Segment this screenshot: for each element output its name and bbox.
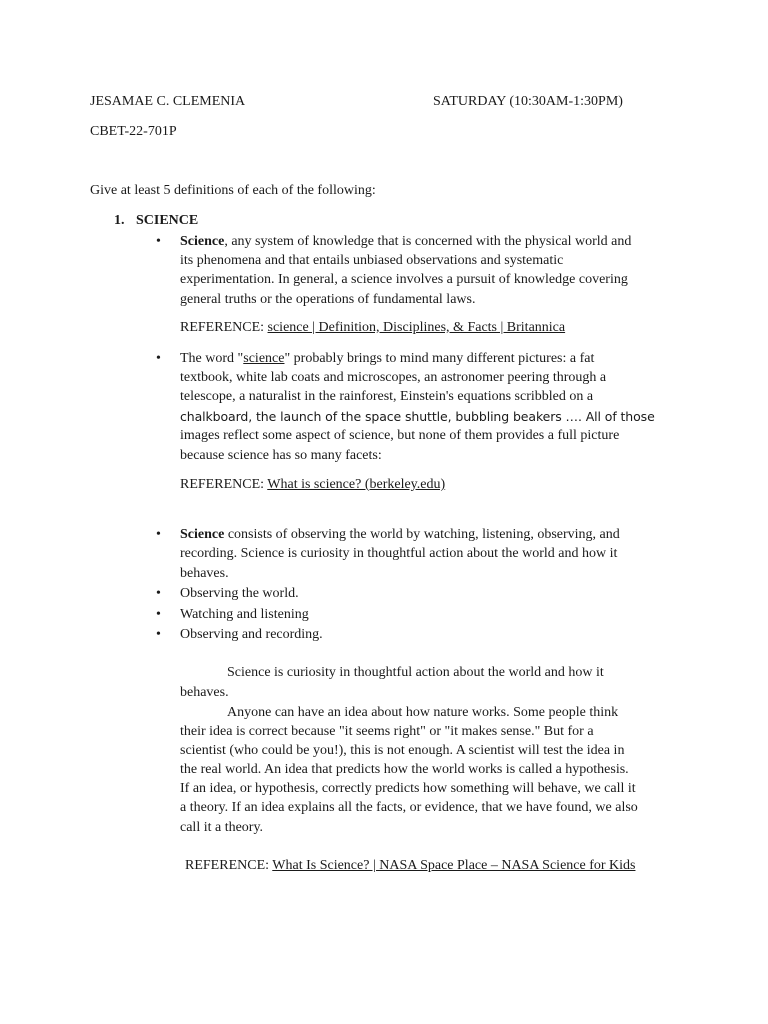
- def3-bold-term: Science: [180, 527, 225, 542]
- def2-post: " probably brings to mind many different pictures: a fat: [284, 351, 595, 366]
- para2-first-line: Anyone can have an idea about how nature works. Some people think: [227, 705, 619, 720]
- def2-sans-text: chalkboard, the launch of the space shuttle, bubbling beakers ….: [180, 409, 582, 424]
- para2-line: scientist (who could be you!), this is not enough. A scientist will test the idea in: [180, 743, 625, 758]
- def1-text: , any system of knowledge that is concerned with the physical world and: [224, 234, 632, 249]
- reference-label: REFERENCE:: [180, 320, 268, 335]
- def2-line-3: telescope, a naturalist in the rainforest, Einstein's equations scribbled on a: [180, 389, 594, 404]
- berkeley-link[interactable]: What is science? (berkeley.edu): [267, 477, 446, 492]
- def1-line-2: its phenomena and that entails unbiased observations and systematic: [180, 253, 564, 268]
- bullet-marker: •: [156, 527, 161, 542]
- section-number: 1.: [114, 213, 125, 228]
- instruction-text: Give at least 5 definitions of each of the following:: [90, 183, 376, 198]
- bullet-marker: •: [156, 351, 161, 366]
- def2-line-4: [180, 409, 655, 426]
- bullet-marker: •: [156, 627, 161, 642]
- def1-line-1: [180, 234, 631, 250]
- para2-line: their idea is correct because "it seems right" or "it makes sense." But for a: [180, 724, 594, 739]
- def2-sans-tail: All of those: [581, 409, 655, 424]
- reference-label: REFERENCE:: [185, 858, 273, 873]
- para1-cont: behaves.: [180, 685, 229, 700]
- def3-line-1: [180, 527, 620, 543]
- nasa-reference: [185, 858, 635, 874]
- britannica-link[interactable]: science | Definition, Disciplines, & Facts | Britannica: [267, 320, 566, 335]
- def2-pre: The word ": [180, 351, 244, 366]
- def1-line-4: general truths or the operations of fundamental laws.: [180, 292, 476, 307]
- def3-text: consists of observing the world by watching, listening, observing, and: [224, 527, 620, 542]
- bullet-marker: •: [156, 586, 161, 601]
- def3-line-2: recording. Science is curiosity in thoughtful action about the world and how it: [180, 546, 618, 561]
- science-word-link[interactable]: science: [243, 351, 285, 366]
- def2-line-1: [180, 351, 594, 367]
- para2-line: a theory. If an idea explains all the facts, or evidence, that we have found, we also: [180, 800, 638, 815]
- reference-label: REFERENCE:: [180, 477, 268, 492]
- list-item-observing-recording: Observing and recording.: [180, 627, 323, 642]
- def2-reference: [180, 477, 445, 493]
- course-code: CBET-22-701P: [90, 124, 177, 139]
- para1-first-line: Science is curiosity in thoughtful action about the world and how it: [227, 665, 604, 680]
- def2-line-5: images reflect some aspect of science, but none of them provides a full picture: [180, 428, 620, 443]
- bullet-marker: •: [156, 607, 161, 622]
- def2-line-2: textbook, white lab coats and microscopes, an astronomer peering through a: [180, 370, 607, 385]
- section-title: SCIENCE: [136, 213, 199, 228]
- class-schedule: SATURDAY (10:30AM-1:30PM): [433, 94, 623, 109]
- para2-line: If an idea, or hypothesis, correctly predicts how something will behave, we call it: [180, 781, 636, 796]
- def2-line-6: because science has so many facets:: [180, 448, 382, 463]
- bullet-marker: •: [156, 234, 161, 249]
- student-name: JESAMAE C. CLEMENIA: [90, 94, 246, 109]
- para2-line: the real world. An idea that predicts how the world works is called a hypothesis.: [180, 762, 629, 777]
- def1-reference: [180, 320, 565, 336]
- def1-line-3: experimentation. In general, a science involves a pursuit of knowledge covering: [180, 272, 628, 287]
- para2-line: call it a theory.: [180, 820, 264, 835]
- nasa-link[interactable]: What Is Science? | NASA Space Place – NASA Science for Kids: [272, 858, 636, 873]
- def1-bold-term: Science: [180, 234, 225, 249]
- list-item-observing-world: Observing the world.: [180, 586, 299, 601]
- list-item-watching-listening: Watching and listening: [180, 607, 309, 622]
- def3-line-3: behaves.: [180, 566, 229, 581]
